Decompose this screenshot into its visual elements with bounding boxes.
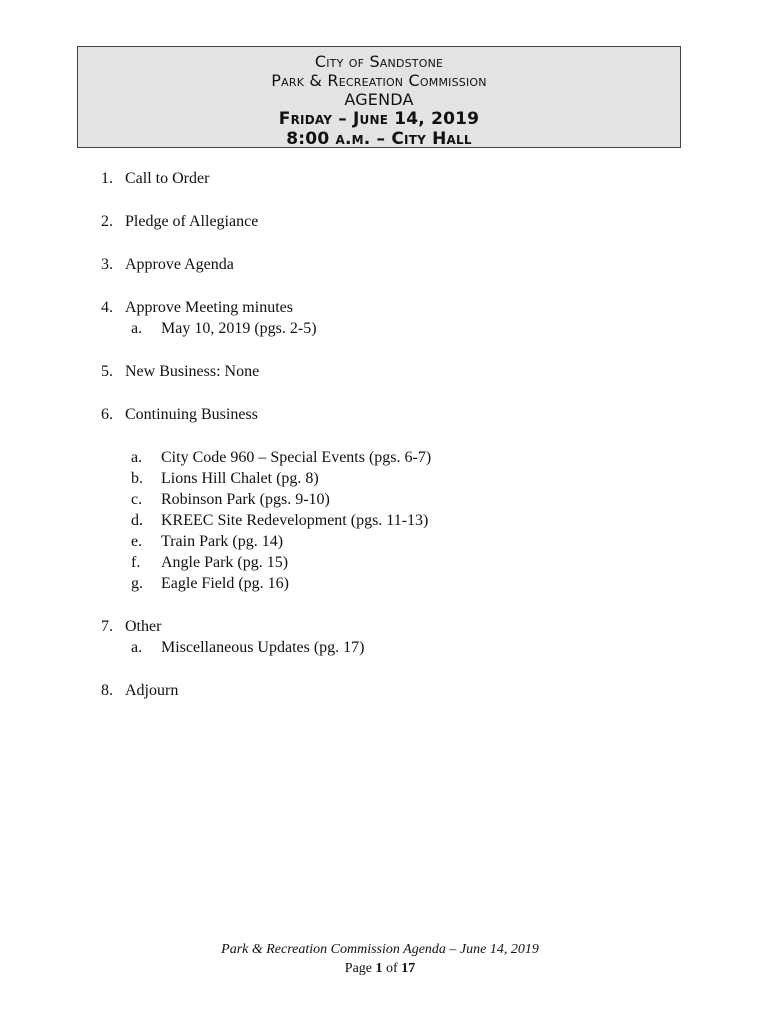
agenda-list: [101, 168, 721, 701]
agenda-item: [101, 361, 721, 382]
item-text: Continuing Business: [125, 406, 258, 423]
subitem-text: City Code 960 – Special Events (pgs. 6-7): [161, 449, 432, 466]
agenda-title: AGENDA: [344, 90, 414, 109]
agenda-item: [101, 616, 721, 637]
subitem-text: KREEC Site Redevelopment (pgs. 11-13): [161, 512, 429, 529]
subitem-letter: a.: [131, 449, 143, 466]
agenda-subitem: [101, 489, 721, 510]
item-text: Call to Order: [125, 170, 210, 187]
agenda-item: [101, 211, 721, 232]
city-name: City of Sandstone: [314, 52, 444, 71]
of-word: of: [386, 961, 398, 976]
meeting-date: Friday – June 14, 2019: [278, 109, 480, 129]
subitem-letter: a.: [131, 639, 143, 656]
agenda-subitem: [101, 637, 721, 658]
subitem-text: May 10, 2019 (pgs. 2-5): [161, 320, 317, 337]
item-text: Pledge of Allegiance: [125, 213, 259, 230]
commission-name: Park & Recreation Commission: [271, 71, 487, 90]
subitem-text: Miscellaneous Updates (pg. 17): [161, 639, 365, 656]
item-text: New Business: None: [125, 363, 260, 380]
agenda-subitem: [101, 468, 721, 489]
item-text: Adjourn: [125, 682, 179, 699]
item-text: Approve Agenda: [125, 256, 234, 273]
subitem-letter: d.: [131, 512, 143, 529]
subitem-letter: f.: [131, 554, 141, 571]
item-number: 5.: [101, 363, 113, 380]
subitem-letter: g.: [131, 575, 143, 592]
subitem-text: Robinson Park (pgs. 9-10): [161, 491, 330, 508]
page-current: 1: [375, 961, 383, 976]
item-number: 7.: [101, 618, 113, 635]
meeting-time-location: 8:00 a.m. – City Hall: [286, 129, 472, 149]
item-text: Other: [125, 618, 162, 635]
subitem-text: Angle Park (pg. 15): [161, 554, 289, 571]
subitem-letter: a.: [131, 320, 143, 337]
page-number: [0, 959, 760, 978]
item-text: Approve Meeting minutes: [125, 299, 293, 316]
agenda-header: [77, 46, 681, 148]
agenda-item: [101, 168, 721, 189]
agenda-item: [101, 297, 721, 318]
agenda-item: [101, 404, 721, 425]
subitem-letter: c.: [131, 491, 143, 508]
item-number: 3.: [101, 256, 113, 273]
item-number: 8.: [101, 682, 113, 699]
agenda-subitem: [101, 447, 721, 468]
agenda-subitem: [101, 318, 721, 339]
page-total: 17: [401, 961, 416, 976]
agenda-item: [101, 254, 721, 275]
agenda-item: [101, 680, 721, 701]
agenda-subitem: [101, 552, 721, 573]
item-number: 1.: [101, 170, 113, 187]
item-number: 4.: [101, 299, 113, 316]
agenda-subitem: [101, 531, 721, 552]
subitem-text: Eagle Field (pg. 16): [161, 575, 289, 592]
item-number: 6.: [101, 406, 113, 423]
subitem-letter: b.: [131, 470, 143, 487]
agenda-subitem: [101, 573, 721, 594]
item-number: 2.: [101, 213, 113, 230]
page-footer: [0, 940, 760, 978]
page-word: Page: [344, 961, 373, 976]
footer-title: Park & Recreation Commission Agenda – June 14, 2019: [221, 942, 539, 957]
subitem-letter: e.: [131, 533, 143, 550]
subitem-text: Lions Hill Chalet (pg. 8): [161, 470, 319, 487]
agenda-subitem: [101, 510, 721, 531]
subitem-text: Train Park (pg. 14): [161, 533, 284, 550]
